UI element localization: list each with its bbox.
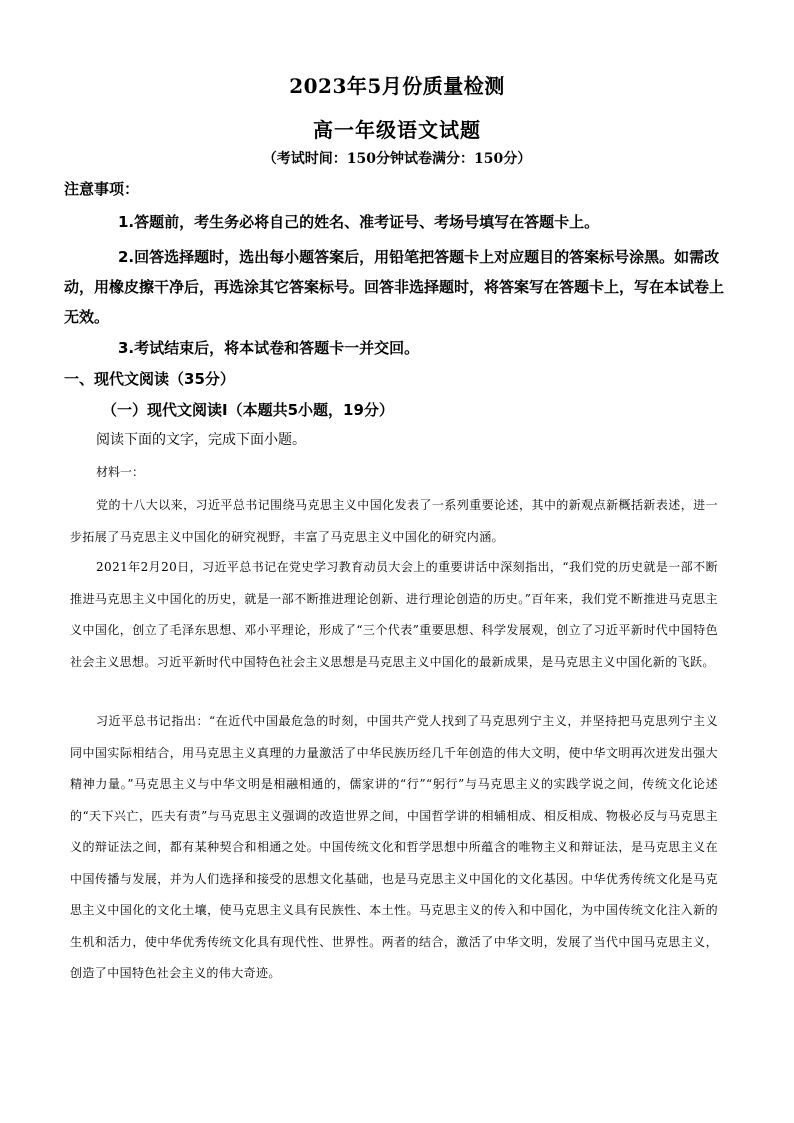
notice-item-3: 3.考试结束后，将本试卷和答题卡一并交回。 bbox=[118, 339, 420, 357]
material-paragraph-3: 习近平总书记指出：“在近代中国最危急的时刻，中国共产党人找到了马克思列宁主义，并坚持把马克思列宁主义同中国实际相结合，用马克思主义真理的力量激活了中华民族历经几千年创造的伟大文明，使中华文明再次迸发出强大精神力量。”马克思主义与中华文明是相融相通的，儒家讲的“行”“躬行”与马克思主义的实践学说之间，传统文化论述的“天下兴亡，匹夫有责”与马克思主义强调的改造世界之间，中国哲学讲的相辅相成、相反相成、物极必反与马克思主义的辩证法之间，都有某种契合和相通之处。中国传统文化和哲学思想中所蕴含的唯物主义和辩证法，是马克思主义在中国传播与发展，并为人们选择和接受的思想文化基础，也是马克思主义中国化的文化基因。中华优秀传统文化是马克思主义中国化的文化土壤，使马克思主义具有民族性、本土性。马克思主义的传入和中国化，为中国传统文化注入新的生机和活力，使中华优秀传统文化具有现代性、世界性。两者的结合，激活了中华文明，发展了当代中国马克思主义，创造了中国特色社会主义的伟大奇迹。 bbox=[70, 714, 718, 980]
notice-item-2: 2.回答选择题时，选出每小题答案后，用铅笔把答题卡上对应题目的答案标号涂黑。如需改动，用橡皮擦干净后，再选涂其它答案标号。回答非选择题时，将答案写在答题卡上，写在本试卷上无效。 bbox=[64, 248, 725, 326]
section-sub-heading: （一）现代文阅读Ⅰ（本题共5小题，19分） bbox=[102, 401, 394, 419]
notice-heading: 注意事项： bbox=[64, 180, 140, 198]
exam-info: （考试时间：150分钟试卷满分：150分） bbox=[262, 151, 532, 167]
material-label: 材料一： bbox=[96, 465, 145, 479]
material-paragraph-1: 党的十八大以来，习近平总书记围绕马克思主义中国化发表了一系列重要论述，其中的新观点新概括新表述，进一步拓展了马克思主义中国化的研究视野，丰富了马克思主义中国化的研究内涵。 bbox=[70, 498, 718, 544]
notice-item-1: 1.答题前，考生务必将自己的姓名、准考证号、考场号填写在答题卡上。 bbox=[118, 213, 600, 231]
reading-instruction: 阅读下面的文字，完成下面小题。 bbox=[96, 432, 306, 448]
material-paragraph-2: 2021年2月20日，习近平总书记在党史学习教育动员大会上的重要讲话中深刻指出，“我们党的历史就是一部不断推进马克思主义中国化的历史，就是一部不断推进理论创新、进行理论创造的历史。”百年来，我们党不断推进马克思主义中国化，创立了毛泽东思想、邓小平理论，形成了“三个代表”重要思想、科学发展观，创立了习近平新时代中国特色社会主义思想。习近平新时代中国特色社会主义思想是马克思主义中国化的最新成果，是马克思主义中国化新的飞跃。 bbox=[70, 560, 718, 669]
exam-subtitle: 高一年级语文试题 bbox=[313, 118, 481, 142]
section-heading: 一、现代文阅读（35分） bbox=[64, 370, 235, 388]
exam-title: 2023年5月份质量检测 bbox=[289, 74, 505, 98]
